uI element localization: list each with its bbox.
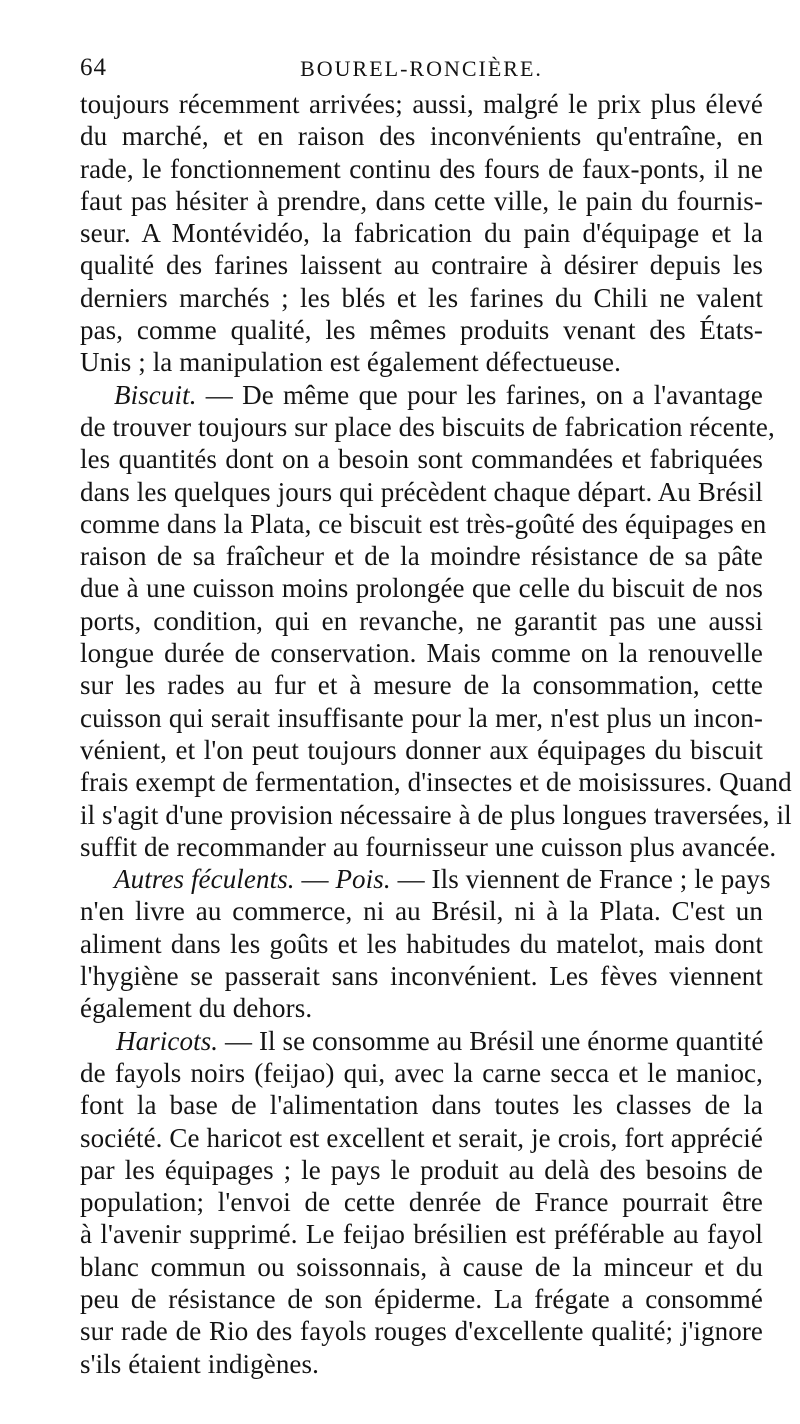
text-line: font la base de l'alimentation dans toutes les classes de la bbox=[80, 1090, 763, 1121]
text-line: frais exempt de fermentation, d'insectes et de moisissures. Quand bbox=[80, 767, 792, 798]
text-line: aliment dans les goûts et les habitudes du matelot, mais dont bbox=[80, 928, 763, 959]
text-line: par les équipages ; le pays le produit au delà des besoins de bbox=[80, 1154, 763, 1185]
text-line: de fayols noirs (feijao) qui, avec la carne secca et le manioc, bbox=[80, 1057, 763, 1088]
text-line: n'en livre au commerce, ni au Brésil, ni à la Plata. C'est un bbox=[80, 896, 763, 927]
text-line: seur. A Montévidéo, la fabrication du pain d'équipage et la bbox=[80, 218, 763, 249]
text-line: blanc commun ou soissonnais, à cause de la minceur et du bbox=[80, 1251, 763, 1282]
section-heading-pois: Pois. bbox=[335, 864, 391, 895]
text-line: suffit de recommander au fournisseur une cuisson plus avancée. bbox=[80, 831, 777, 862]
text-line: longue durée de conservation. Mais comme on la renouvelle bbox=[80, 638, 763, 669]
text-line: les quantités dont on a besoin sont commandées et fabriquées bbox=[80, 444, 763, 475]
text-line: il s'agit d'une provision nécessaire à de plus longues traversées, il bbox=[80, 799, 792, 830]
text-line: Autres féculents. — Pois. — Ils viennent de France ; le pays bbox=[114, 864, 771, 895]
text-line: de trouver toujours sur place des biscuits de fabrication récente, bbox=[80, 411, 775, 442]
running-title: BOUREL-RONCIÈRE. bbox=[300, 56, 543, 81]
text-line: pas, comme qualité, les mêmes produits venant des États- bbox=[80, 315, 763, 346]
text-line: sur rade de Rio des fayols rouges d'excellente qualité; j'ignore bbox=[80, 1316, 763, 1347]
text-line: à l'avenir supprimé. Le feijao brésilien est préférable au fayol bbox=[80, 1219, 763, 1250]
page-number: 64 bbox=[80, 54, 107, 81]
text-line: société. Ce haricot est excellent et serait, je crois, fort apprécié bbox=[80, 1122, 763, 1153]
body-text bbox=[80, 88, 792, 1380]
text-line: derniers marchés ; les blés et les farines du Chili ne valent bbox=[80, 282, 763, 313]
text-line: également du dehors. bbox=[80, 993, 313, 1024]
text-line: vénient, et l'on peut toujours donner aux équipages du biscuit bbox=[80, 734, 763, 765]
text-line: faut pas hésiter à prendre, dans cette ville, le pain du fournis- bbox=[80, 185, 763, 216]
section-heading-biscuit: Biscuit. bbox=[114, 379, 197, 410]
text-line: toujours récemment arrivées; aussi, malgré le prix plus élevé bbox=[80, 89, 763, 119]
section-heading-haricots: Haricots. bbox=[116, 1025, 219, 1056]
text-line: qualité des farines laissent au contraire à désirer depuis les bbox=[80, 250, 763, 281]
paragraph-haricots bbox=[80, 1025, 763, 1380]
section-heading-autres-feculents: Autres féculents. bbox=[114, 864, 295, 895]
paragraph-autres-feculents bbox=[80, 863, 771, 1024]
text-line: dans les quelques jours qui précèdent chaque départ. Au Brésil bbox=[80, 476, 763, 507]
text-line: sur les rades au fur et à mesure de la consommation, cette bbox=[80, 670, 763, 701]
text-line: population; l'envoi de cette denrée de France pourrait être bbox=[80, 1187, 763, 1218]
text-line: comme dans la Plata, ce biscuit est très-goûté des équipages en bbox=[80, 508, 767, 539]
paragraph bbox=[80, 88, 763, 379]
text-line: Biscuit. — De même que pour les farines, on a l'avantage bbox=[114, 379, 763, 410]
text-line: du marché, et en raison des inconvénients qu'entraîne, en bbox=[80, 121, 763, 152]
text-line: Haricots. — Il se consomme au Brésil une énorme quantité bbox=[116, 1025, 764, 1056]
text-line: due à une cuisson moins prolongée que celle du biscuit de nos bbox=[80, 573, 763, 604]
paragraph-biscuit bbox=[80, 379, 792, 863]
text-line: l'hygiène se passerait sans inconvénient. Les fèves viennent bbox=[80, 961, 763, 992]
text-line: peu de résistance de son épiderme. La frégate a consommé bbox=[80, 1283, 763, 1314]
text-line: ports, condition, qui en revanche, ne garantit pas une aussi bbox=[80, 605, 763, 636]
text-line: rade, le fonctionnement continu des fours de faux-ponts, il ne bbox=[80, 153, 763, 184]
text-line: Unis ; la manipulation est également défectueuse. bbox=[80, 347, 621, 378]
page-header bbox=[80, 54, 763, 88]
text-line: cuisson qui serait insuffisante pour la mer, n'est plus un incon- bbox=[80, 702, 763, 733]
text-line: raison de sa fraîcheur et de la moindre résistance de sa pâte bbox=[80, 541, 763, 572]
text-line: s'ils étaient indigènes. bbox=[80, 1348, 319, 1379]
